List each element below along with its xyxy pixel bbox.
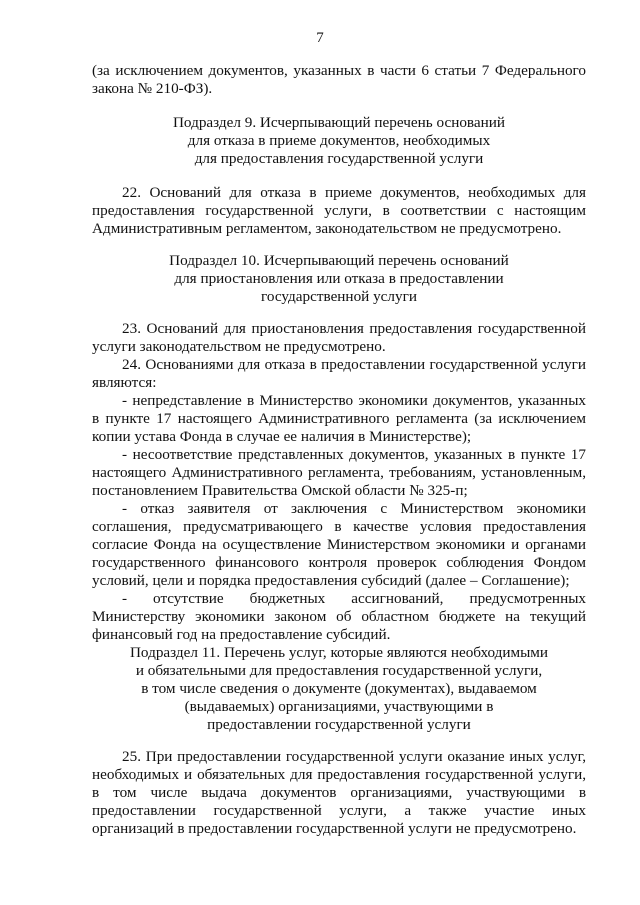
subsection-11-heading-line: и обязательными для предоставления государственной услуги, xyxy=(135,662,543,679)
subsection-11-heading-line: в том числе сведения о документе (документах), выдаваемом xyxy=(141,680,537,697)
subsection-9-heading-line: Подраздел 9. Исчерпывающий перечень оснований xyxy=(172,114,506,131)
paragraph-24: 24. Основаниями для отказа в предоставлении государственной услуги являются: xyxy=(92,356,586,391)
subsection-9-heading-line: для предоставления государственной услуги xyxy=(194,150,484,167)
page-number: 7 xyxy=(316,30,324,46)
subsection-11-heading-line: Подраздел 11. Перечень услуг, которые являются необходимыми xyxy=(129,644,549,661)
paragraph-25-block xyxy=(92,748,586,838)
paragraph-22: 22. Оснований для отказа в приеме документов, необходимых для предоставления государственной услуги, в соответствии с настоящим Административным регламентом, законодательством не предусмотрено. xyxy=(92,184,586,237)
subsection-11-heading-line: (выдаваемых) организациями, участвующими в xyxy=(184,698,494,715)
refusal-reason-item: - отказ заявителя от заключения с Министерством экономики соглашения, предусматривающего в качестве условия предоставления согласие Фонда на осуществление Министерством экономики и органами государственного финансового контроля проверок соблюдения Фондом условий, цели и порядка предоставления субсидий (далее – Соглашение); xyxy=(92,500,586,589)
subsection-11-heading xyxy=(92,644,586,734)
subsection-9-heading xyxy=(92,114,586,168)
subsection-10-heading-line: для приостановления или отказа в предоставлении xyxy=(174,270,504,287)
subsection-10-heading-line: государственной услуги xyxy=(261,288,417,305)
intro-paragraph: (за исключением документов, указанных в части 6 статьи 7 Федерального закона № 210-ФЗ). xyxy=(92,62,586,97)
subsection-10-body xyxy=(92,320,586,644)
intro-paragraph-block xyxy=(92,62,586,98)
subsection-10-heading xyxy=(92,252,586,306)
paragraph-23: 23. Оснований для приостановления предоставления государственной услуги законодательством не предусмотрено. xyxy=(92,320,586,355)
refusal-reason-item: - непредставление в Министерство экономики документов, указанных в пункте 17 настоящего Административного регламента (за исключением копии устава Фонда в случае ее наличия в Министерстве); xyxy=(92,392,586,445)
paragraph-22-block xyxy=(92,184,586,238)
subsection-11-heading-line: предоставлении государственной услуги xyxy=(207,716,471,733)
refusal-reason-item: - несоответствие представленных документов, указанных в пункте 17 настоящего Административного регламента, требованиям, установленным, постановлением Правительства Омской области № 325-п; xyxy=(92,446,586,499)
subsection-10-heading-line: Подраздел 10. Исчерпывающий перечень оснований xyxy=(169,252,509,269)
subsection-9-heading-line: для отказа в приеме документов, необходимых xyxy=(187,132,491,149)
paragraph-25: 25. При предоставлении государственной услуги оказание иных услуг, необходимых и обязательных для предоставления государственной услуги, в том числе выдача документов организациями, участвующими в предоставлении государственной услуги, а также участие иных организаций в предоставлении государственной услуги не предусмотрено. xyxy=(92,748,586,837)
refusal-reason-item: - отсутствие бюджетных ассигнований, предусмотренных Министерству экономики законом об областном бюджете на текущий финансовый год на предоставление субсидий. xyxy=(92,590,586,643)
